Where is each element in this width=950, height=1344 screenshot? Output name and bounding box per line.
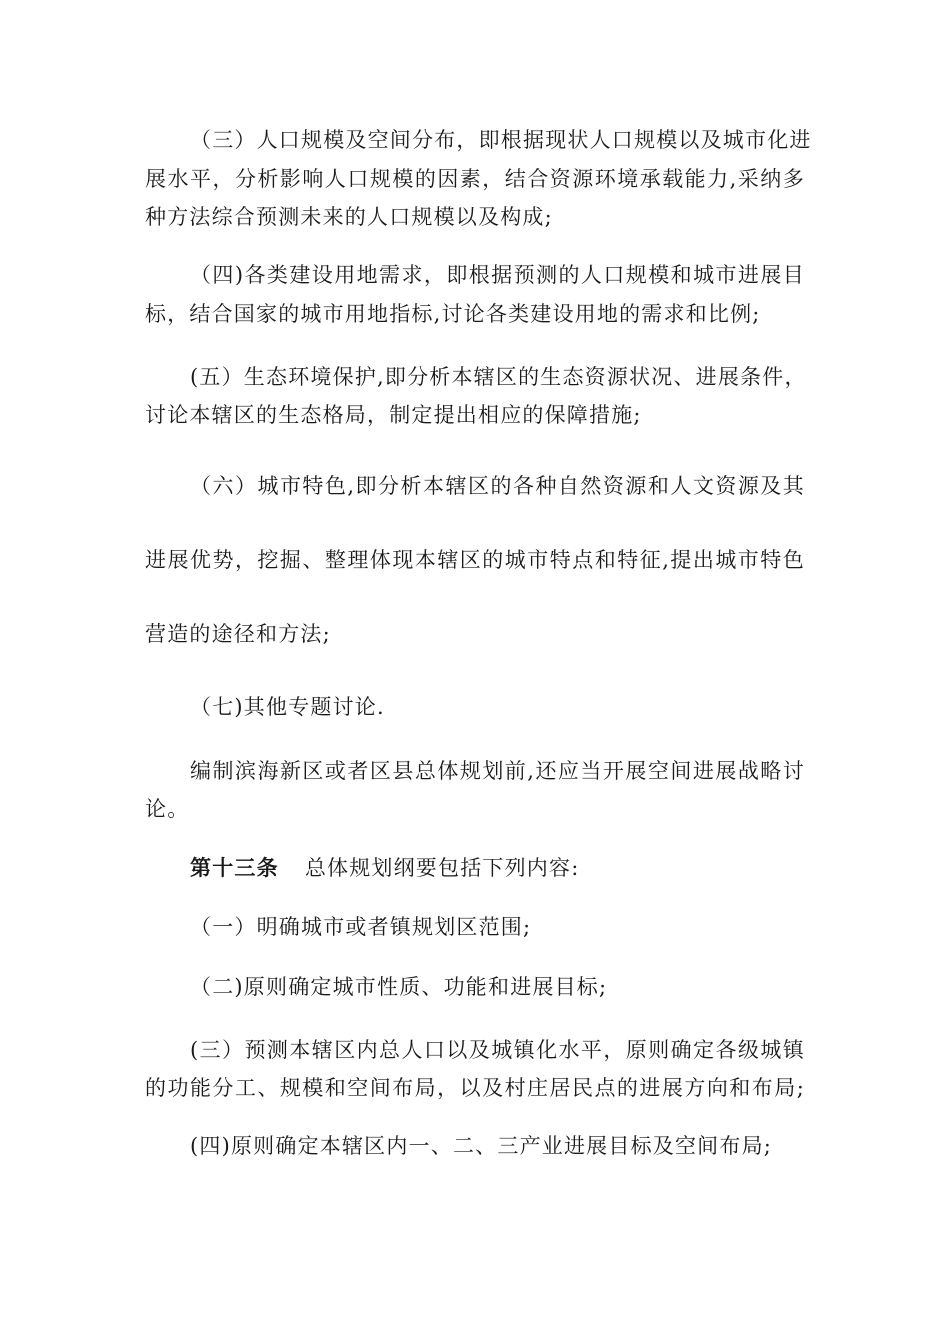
list-item: (四)原则确定本辖区内一、二、三产业进展目标及空间布局; [190, 1134, 773, 1158]
paragraph-line: 种方法综合预测未来的人口规模以及构成; [145, 205, 553, 229]
paragraph-line: （四)各类建设用地需求，即根据预测的人口规模和城市进展目 [190, 263, 805, 287]
paragraph-line: （三）人口规模及空间分布，即根据现状人口规模以及城市化进 [190, 128, 812, 152]
list-item: (三）预测本辖区内总人口以及城镇化水平，原则确定各级城镇 [190, 1038, 805, 1062]
article-text: 总体规划纲要包括下列内容: [304, 856, 580, 880]
paragraph-line: 营造的途径和方法; [145, 622, 331, 646]
paragraph-line: 论。 [145, 797, 190, 821]
paragraph-line: 标，结合国家的城市用地指标,讨论各类建设用地的需求和比例; [145, 302, 761, 326]
list-item-continuation: 的功能分工、规模和空间布局，以及村庄居民点的进展方向和布局; [145, 1076, 805, 1100]
paragraph-line: 展水平，分析影响人口规模的因素，结合资源环境承载能力,采纳多 [145, 167, 805, 191]
article-heading-line [190, 855, 805, 881]
article-number: 第十三条 [190, 855, 279, 880]
paragraph-line: （七)其他专题讨论. [190, 695, 385, 719]
paragraph-line: 编制滨海新区或者区县总体规划前,还应当开展空间进展战略讨 [190, 759, 805, 783]
paragraph-line: （六）城市特色,即分析本辖区的各种自然资源和人文资源及其 [190, 474, 805, 498]
list-item: （二)原则确定城市性质、功能和进展目标; [190, 975, 608, 999]
paragraph-line: (五）生态环境保护,即分析本辖区的生态资源状况、进展条件， [190, 365, 807, 389]
paragraph-line: 进展优势，挖掘、整理体现本辖区的城市特点和特征,提出城市特色 [145, 548, 805, 572]
list-item: （一）明确城市或者镇规划区范围; [190, 915, 532, 939]
paragraph-line: 讨论本辖区的生态格局，制定提出相应的保障措施; [145, 403, 642, 427]
